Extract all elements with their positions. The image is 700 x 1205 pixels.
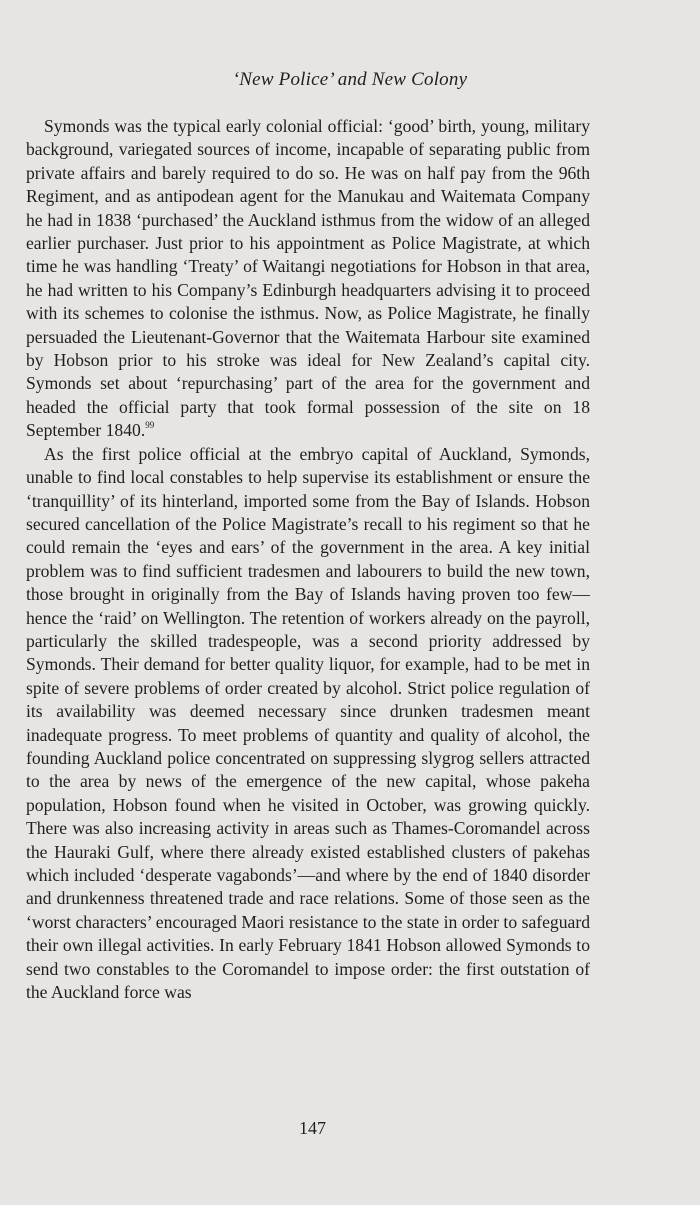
running-head: ‘New Police’ and New Colony	[232, 69, 468, 90]
paragraph-1	[26, 115, 590, 443]
paragraph-2	[26, 443, 590, 1005]
paragraph-2-text: As the first police official at the embryo capital of Auckland, Symonds, unable to find local constables to help supervise its establishment or ensure the ‘tranquillity’ of its hinterland, imported some from the Bay of Islands. Hobson secured cancellation of the Police Magistrate’s recall to his regiment so that he could remain the ‘eyes and ears’ of the government in the area. A key initial problem was to find sufficient tradesmen and labourers to build the new town, those brought in originally from the Bay of Islands having proven too few—hence the ‘raid’ on Wellington. The retention of workers already on the payroll, particularly the skilled tradespeople, was a second priority addressed by Symonds. Their demand for better quality liquor, for example, had to be met in spite of severe problems of order created by alcohol. Strict police regulation of its availability was deemed necessary since drunken tradesmen meant inadequate progress. To meet problems of quantity and quality of alcohol, the founding Auckland police concentrated on suppressing slygrog sellers attracted to the area by news of the emergence of the new capital, whose pakeha population, Hobson found when he visited in October, was growing quickly. There was also increasing activity in areas such as Thames-Coromandel across the Hauraki Gulf, where there already existed established clusters of pakehas which included ‘desperate vagabonds’—and where by the end of 1840 disorder and drunkenness threatened trade and race relations. Some of those seen as the ‘worst characters’ encouraged Maori resistance to the state in order to safeguard their own illegal activities. In early February 1841 Hobson allowed Symonds to send two constables to the Coromandel to impose order: the first outstation of the Auckland force was	[26, 443, 590, 1003]
footnote-marker-99: 99	[145, 420, 155, 431]
body-text	[26, 115, 590, 1004]
page-number: 147	[299, 1118, 326, 1138]
paragraph-1-text: Symonds was the typical early colonial official: ‘good’ birth, young, military background, variegated sources of income, incapable of separating public from private affairs and barely required to do so. He was on half pay from the 96th Regiment, and as antipodean agent for the Manukau and Waitemata Company he had in 1838 ‘purchased’ the Auckland isthmus from the widow of an alleged earlier purchaser. Just prior to his appointment as Police Magistrate, at which time he was handling ‘Treaty’ of Waitangi negotiations for Hobson in that area, he had written to his Company’s Edinburgh headquarters advising it to proceed with its schemes to colonise the isthmus. Now, as Police Magistrate, he finally persuaded the Lieutenant-Governor that the Waitemata Harbour site examined by Hobson prior to his stroke was ideal for New Zealand’s capital city. Symonds set about ‘repurchasing’ part of the area for the government and headed the official party that took formal possession of the site on 18 September 1840.	[26, 116, 590, 441]
